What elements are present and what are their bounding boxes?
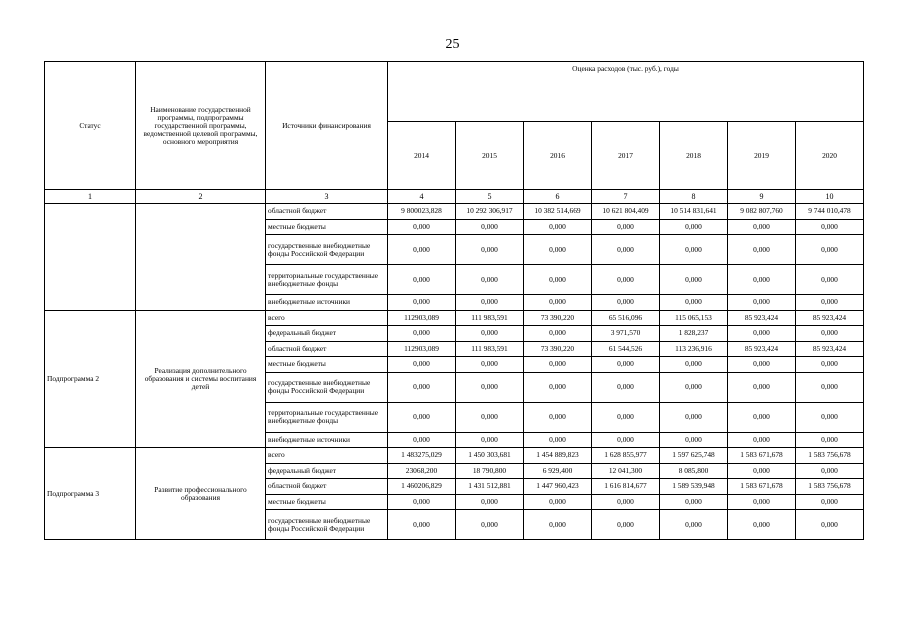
value-cell: 0,000 — [796, 326, 864, 342]
value-cell: 1 454 889,823 — [524, 448, 592, 464]
financing-table — [44, 61, 864, 540]
value-cell: 0,000 — [728, 510, 796, 540]
value-cell: 0,000 — [728, 494, 796, 510]
value-cell: 0,000 — [796, 463, 864, 479]
column-index: 5 — [456, 190, 524, 204]
value-cell: 18 790,800 — [456, 463, 524, 479]
value-cell: 0,000 — [388, 357, 456, 373]
value-cell: 0,000 — [728, 372, 796, 402]
column-index: 4 — [388, 190, 456, 204]
program-name-cell — [136, 204, 266, 311]
value-cell: 0,000 — [660, 510, 728, 540]
table-row — [45, 448, 864, 464]
value-cell: 0,000 — [524, 295, 592, 311]
value-cell: 0,000 — [660, 357, 728, 373]
header-year: 2017 — [592, 122, 660, 190]
value-cell: 0,000 — [660, 432, 728, 448]
value-cell: 0,000 — [728, 432, 796, 448]
value-cell: 85 923,424 — [796, 341, 864, 357]
value-cell: 0,000 — [456, 402, 524, 432]
source-cell: областной бюджет — [266, 341, 388, 357]
value-cell: 0,000 — [524, 494, 592, 510]
value-cell: 0,000 — [456, 510, 524, 540]
value-cell: 1 597 625,748 — [660, 448, 728, 464]
source-cell: всего — [266, 448, 388, 464]
value-cell: 0,000 — [728, 463, 796, 479]
value-cell: 61 544,526 — [592, 341, 660, 357]
index-row — [45, 190, 864, 204]
header-status: Статус — [45, 62, 136, 190]
program-name-cell: Развитие профессионального образования — [136, 448, 266, 540]
source-cell: областной бюджет — [266, 479, 388, 495]
value-cell: 8 085,800 — [660, 463, 728, 479]
value-cell: 0,000 — [592, 265, 660, 295]
source-cell: государственные внебюджетные фонды Российской Федерации — [266, 510, 388, 540]
value-cell: 0,000 — [796, 494, 864, 510]
column-index: 3 — [266, 190, 388, 204]
value-cell: 73 390,220 — [524, 310, 592, 326]
source-cell: федеральный бюджет — [266, 463, 388, 479]
value-cell: 0,000 — [592, 372, 660, 402]
page-number: 25 — [445, 37, 460, 52]
header-year: 2018 — [660, 122, 728, 190]
value-cell: 115 065,153 — [660, 310, 728, 326]
value-cell: 0,000 — [796, 402, 864, 432]
value-cell: 0,000 — [728, 326, 796, 342]
value-cell: 85 923,424 — [796, 310, 864, 326]
status-cell: Подпрограмма 2 — [45, 310, 136, 448]
header-year: 2015 — [456, 122, 524, 190]
value-cell: 0,000 — [592, 357, 660, 373]
value-cell: 85 923,424 — [728, 310, 796, 326]
value-cell: 0,000 — [660, 402, 728, 432]
value-cell: 3 971,570 — [592, 326, 660, 342]
value-cell: 1 483275,029 — [388, 448, 456, 464]
value-cell: 0,000 — [728, 402, 796, 432]
header-year: 2019 — [728, 122, 796, 190]
column-index: 8 — [660, 190, 728, 204]
source-cell: областной бюджет — [266, 204, 388, 220]
source-cell: государственные внебюджетные фонды Российской Федерации — [266, 372, 388, 402]
value-cell: 0,000 — [524, 372, 592, 402]
source-cell: территориальные государственные внебюджетные фонды — [266, 402, 388, 432]
value-cell: 0,000 — [524, 432, 592, 448]
value-cell: 1 616 814,677 — [592, 479, 660, 495]
value-cell: 0,000 — [660, 494, 728, 510]
value-cell: 0,000 — [660, 265, 728, 295]
value-cell: 0,000 — [388, 432, 456, 448]
value-cell: 1 450 303,681 — [456, 448, 524, 464]
value-cell: 0,000 — [796, 265, 864, 295]
value-cell: 0,000 — [728, 357, 796, 373]
value-cell: 0,000 — [388, 494, 456, 510]
value-cell: 0,000 — [660, 295, 728, 311]
value-cell: 112903,089 — [388, 310, 456, 326]
value-cell: 0,000 — [388, 326, 456, 342]
value-cell: 0,000 — [524, 326, 592, 342]
value-cell: 0,000 — [592, 494, 660, 510]
value-cell: 0,000 — [456, 432, 524, 448]
column-index: 2 — [136, 190, 266, 204]
source-cell: государственные внебюджетные фонды Российской Федерации — [266, 235, 388, 265]
source-cell: местные бюджеты — [266, 494, 388, 510]
source-cell: внебюджетные источники — [266, 432, 388, 448]
header-row-top — [45, 62, 864, 122]
value-cell: 1 589 539,948 — [660, 479, 728, 495]
value-cell: 1 628 855,977 — [592, 448, 660, 464]
value-cell: 1 447 960,423 — [524, 479, 592, 495]
value-cell: 10 621 804,409 — [592, 204, 660, 220]
value-cell: 0,000 — [796, 219, 864, 235]
column-index: 6 — [524, 190, 592, 204]
value-cell: 0,000 — [728, 295, 796, 311]
value-cell: 112903,089 — [388, 341, 456, 357]
value-cell: 0,000 — [592, 432, 660, 448]
value-cell: 0,000 — [456, 235, 524, 265]
value-cell: 0,000 — [592, 295, 660, 311]
value-cell: 0,000 — [592, 402, 660, 432]
status-cell: Подпрограмма 3 — [45, 448, 136, 540]
value-cell: 10 292 306,917 — [456, 204, 524, 220]
value-cell: 0,000 — [388, 295, 456, 311]
header-year: 2016 — [524, 122, 592, 190]
value-cell: 0,000 — [388, 402, 456, 432]
value-cell: 1 583 756,678 — [796, 448, 864, 464]
value-cell: 73 390,220 — [524, 341, 592, 357]
value-cell: 0,000 — [660, 219, 728, 235]
value-cell: 0,000 — [524, 235, 592, 265]
value-cell: 0,000 — [388, 372, 456, 402]
header-sources: Источники финансирования — [266, 62, 388, 190]
value-cell: 10 514 831,641 — [660, 204, 728, 220]
value-cell: 0,000 — [796, 235, 864, 265]
value-cell: 111 983,591 — [456, 310, 524, 326]
value-cell: 0,000 — [388, 219, 456, 235]
value-cell: 1 431 512,881 — [456, 479, 524, 495]
header-year: 2020 — [796, 122, 864, 190]
table-row — [45, 310, 864, 326]
value-cell: 0,000 — [796, 510, 864, 540]
header-year: 2014 — [388, 122, 456, 190]
value-cell: 0,000 — [524, 402, 592, 432]
value-cell: 0,000 — [388, 235, 456, 265]
value-cell: 1 828,237 — [660, 326, 728, 342]
value-cell: 0,000 — [456, 265, 524, 295]
value-cell: 85 923,424 — [728, 341, 796, 357]
value-cell: 0,000 — [456, 494, 524, 510]
value-cell: 9 082 807,760 — [728, 204, 796, 220]
value-cell: 0,000 — [592, 235, 660, 265]
column-index: 10 — [796, 190, 864, 204]
header-estimate: Оценка расходов (тыс. руб.), годы — [388, 62, 864, 122]
value-cell: 0,000 — [728, 219, 796, 235]
status-cell — [45, 204, 136, 311]
source-cell: местные бюджеты — [266, 219, 388, 235]
value-cell: 6 929,400 — [524, 463, 592, 479]
value-cell: 0,000 — [456, 372, 524, 402]
source-cell: федеральный бюджет — [266, 326, 388, 342]
value-cell: 12 041,300 — [592, 463, 660, 479]
table-row — [45, 204, 864, 220]
value-cell: 0,000 — [388, 265, 456, 295]
value-cell: 0,000 — [592, 510, 660, 540]
value-cell: 0,000 — [796, 432, 864, 448]
value-cell: 111 983,591 — [456, 341, 524, 357]
value-cell: 0,000 — [456, 219, 524, 235]
column-index: 9 — [728, 190, 796, 204]
value-cell: 0,000 — [592, 219, 660, 235]
value-cell: 1 460206,829 — [388, 479, 456, 495]
value-cell: 0,000 — [796, 357, 864, 373]
value-cell: 113 236,916 — [660, 341, 728, 357]
value-cell: 0,000 — [728, 265, 796, 295]
value-cell: 0,000 — [524, 510, 592, 540]
value-cell: 0,000 — [456, 357, 524, 373]
value-cell: 23068,200 — [388, 463, 456, 479]
value-cell: 0,000 — [524, 265, 592, 295]
value-cell: 0,000 — [524, 357, 592, 373]
value-cell: 0,000 — [796, 372, 864, 402]
value-cell: 0,000 — [660, 235, 728, 265]
value-cell: 9 744 010,478 — [796, 204, 864, 220]
value-cell: 1 583 671,678 — [728, 479, 796, 495]
source-cell: всего — [266, 310, 388, 326]
column-index: 1 — [45, 190, 136, 204]
header-name: Наименование государственной программы, подпрограммы государственной программы, ведомственной целевой программы, основного мероприятия — [136, 62, 266, 190]
source-cell: территориальные государственные внебюджетные фонды — [266, 265, 388, 295]
value-cell: 65 516,096 — [592, 310, 660, 326]
value-cell: 0,000 — [456, 295, 524, 311]
value-cell: 0,000 — [524, 219, 592, 235]
value-cell: 0,000 — [660, 372, 728, 402]
value-cell: 10 382 514,669 — [524, 204, 592, 220]
source-cell: местные бюджеты — [266, 357, 388, 373]
source-cell: внебюджетные источники — [266, 295, 388, 311]
value-cell: 9 800023,828 — [388, 204, 456, 220]
value-cell: 0,000 — [796, 295, 864, 311]
value-cell: 0,000 — [388, 510, 456, 540]
column-index: 7 — [592, 190, 660, 204]
value-cell: 1 583 756,678 — [796, 479, 864, 495]
value-cell: 1 583 671,678 — [728, 448, 796, 464]
program-name-cell: Реализация дополнительного образования и системы воспитания детей — [136, 310, 266, 448]
value-cell: 0,000 — [728, 235, 796, 265]
value-cell: 0,000 — [456, 326, 524, 342]
